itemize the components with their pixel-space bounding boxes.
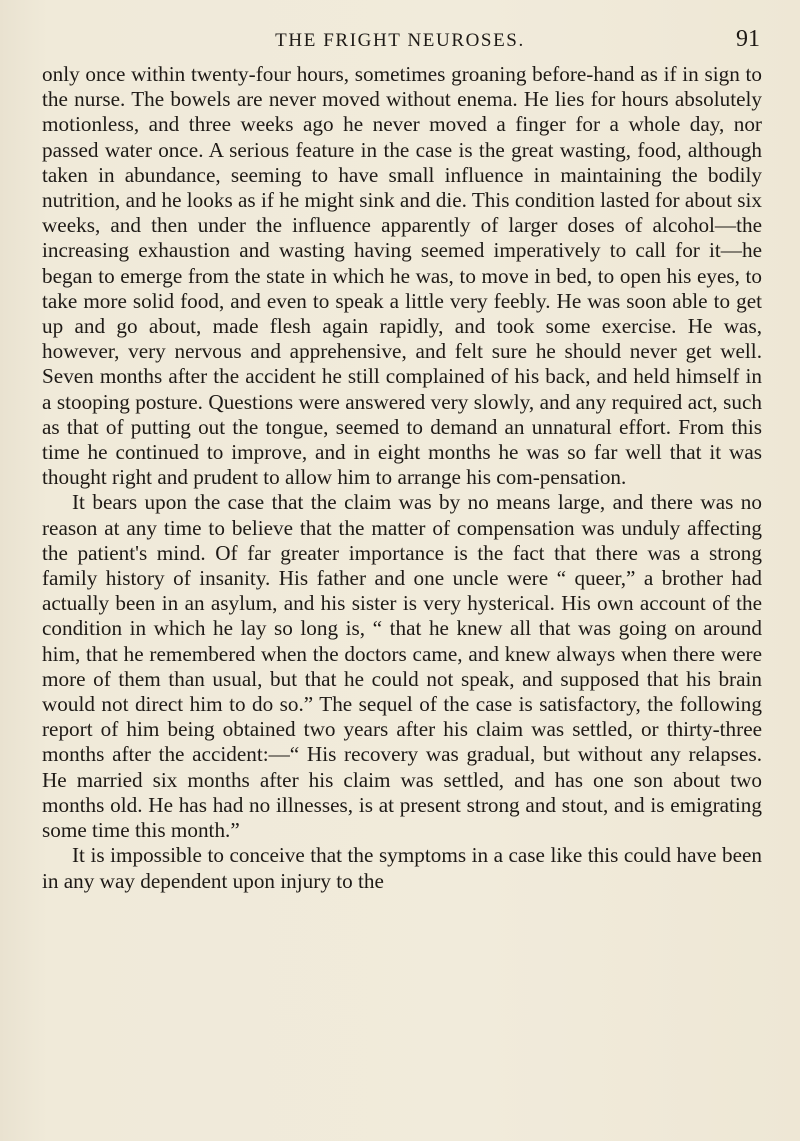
paragraph-2: It bears upon the case that the claim was by no means large, and there was no reason at any time to believe that the matter of compensation was unduly affecting the patient's mind. Of far greater importance is the fact that there was a strong family history of insanity. His father and one uncle were “ queer,” a brother had actually been in an asylum, and his sister is very hysterical. His own account of the condition in which he lay so long is, “ that he knew all that was going on around him, that he remembered when the doctors came, and knew always when there were more of them than usual, but that he could not speak, and supposed that his brain would not direct him to do so.” The sequel of the case is satisfactory, the following report of him being obtained two years after his claim was settled, or thirty-three months after the accident:—“ His recovery was gradual, but without any relapses. He married six months after his claim was settled, and has one son about two months old. He has had no illnesses, is at present strong and stout, and is emigrating some time this month.” <box>42 490 762 843</box>
body-text <box>42 62 762 894</box>
page-header <box>40 26 760 58</box>
paragraph-1: only once within twenty-four hours, sometimes groaning before-hand as if in sign to the nurse. The bowels are never moved without enema. He lies for hours absolutely motionless, and three weeks ago he never moved a finger for a whole day, nor passed water once. A serious feature in the case is the great wasting, food, although taken in abundance, seeming to have small influence in maintaining the bodily nutrition, and he looks as if he might sink and die. This condition lasted for about six weeks, and then under the influence apparently of larger doses of alcohol—the increasing exhaustion and wasting having seemed imperatively to call for it—he began to emerge from the state in which he was, to move in bed, to open his eyes, to take more solid food, and even to speak a little very feebly. He was soon able to get up and go about, made flesh again rapidly, and took some exercise. He was, however, very nervous and apprehensive, and felt sure he should never get well. Seven months after the accident he still complained of his back, and held himself in a stooping posture. Questions were answered very slowly, and any required act, such as that of putting out the tongue, seemed to demand an unnatural effort. From this time he continued to improve, and in eight months he was so far well that it was thought right and prudent to allow him to arrange his com-pensation. <box>42 62 762 490</box>
paragraph-3: It is impossible to conceive that the symptoms in a case like this could have been in any way dependent upon injury to the <box>42 843 762 893</box>
running-head: THE FRIGHT NEUROSES. <box>275 30 525 51</box>
page-number: 91 <box>736 26 760 52</box>
